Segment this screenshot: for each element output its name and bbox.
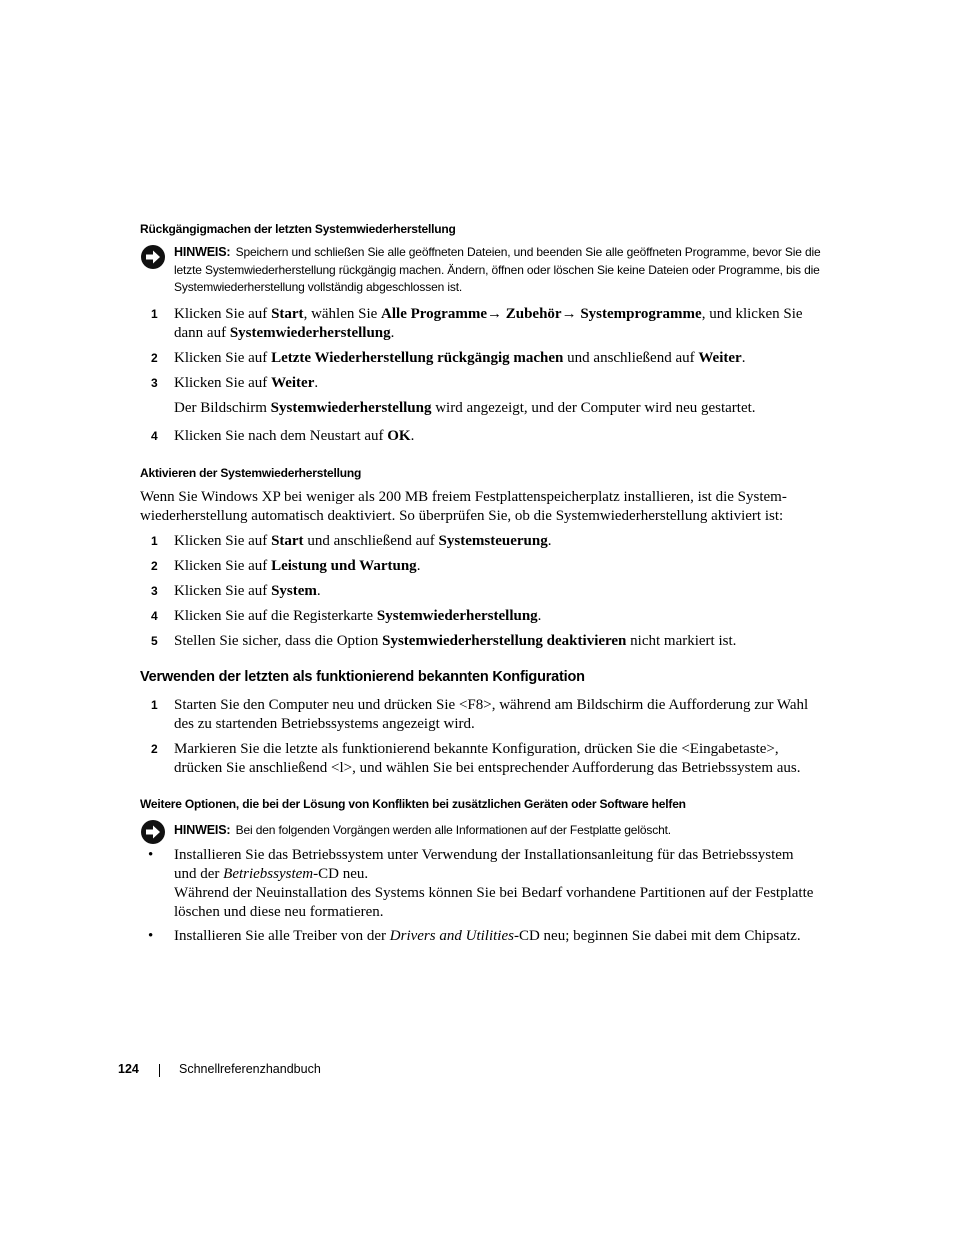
ui-term: Systemwiederherstellung xyxy=(376,608,538,624)
italic-term: Drivers and Utilities xyxy=(389,928,514,944)
step-number: 3 xyxy=(151,584,158,598)
ui-term: Systemwiederherstellung deaktivieren xyxy=(382,633,627,649)
ui-term: System xyxy=(271,583,317,599)
step-text: Klicken Sie auf Leistung und Wartung. xyxy=(174,558,421,574)
page-number: 124 xyxy=(118,1062,139,1076)
notice-body: Bei den folgenden Vorgängen werden alle Informationen auf der Festplatte gelöscht. xyxy=(235,823,671,837)
footer-title: Schnellreferenzhandbuch xyxy=(179,1062,321,1076)
step-number: 5 xyxy=(151,634,158,648)
step-text: Klicken Sie auf System. xyxy=(174,583,321,599)
activate-intro: Wenn Sie Windows XP bei weniger als 200 MB freiem Festplattenspeicherplatz installieren, ist die System-wiederherstellung automatisch deaktiviert. So überprüfen Sie, ob die Systemwiederherstellung aktiviert ist: xyxy=(140,489,787,524)
step-text: Klicken Sie auf Weiter. xyxy=(174,375,319,391)
notice-label: HINWEIS: xyxy=(174,245,231,259)
step-number: 2 xyxy=(151,742,158,756)
notice-arrow-icon xyxy=(140,819,166,845)
ui-term: Alle Programme xyxy=(381,306,487,322)
step-subtext: Der Bildschirm Systemwiederherstellung wird angezeigt, und der Computer wird neu gestartet. xyxy=(174,400,756,416)
step-text: Markieren Sie die letzte als funktionierend bekannte Konfiguration, drücken Sie die <Eingabetaste>, drücken Sie anschließend <l>, und wählen Sie bei entsprechender Aufforderung das Betriebssystem aus. xyxy=(174,741,801,776)
ui-term: Weiter xyxy=(698,350,742,366)
notice-text-options xyxy=(174,822,824,840)
italic-term: Betriebssystem xyxy=(223,866,314,882)
ui-term: Leistung und Wartung xyxy=(271,558,417,574)
step-text: Stellen Sie sicher, dass die Option Systemwiederherstellung deaktivieren nicht markiert ist. xyxy=(174,633,737,649)
ui-term: Systemwiederherstellung xyxy=(270,400,432,416)
notice-arrow-icon xyxy=(140,244,166,270)
step-number: 2 xyxy=(151,559,158,573)
bullet-extra: Während der Neuinstallation des Systems können Sie bei Bedarf vorhandene Partitionen auf der Festplatte löschen und diese neu formatieren. xyxy=(174,885,814,920)
footer-separator xyxy=(159,1064,160,1077)
heading-undo-restore: Rückgängigmachen der letzten Systemwiederherstellung xyxy=(140,222,456,236)
heading-activate-restore: Aktivieren der Systemwiederherstellung xyxy=(140,466,362,480)
notice-text-undo xyxy=(174,244,824,297)
notice-box-options xyxy=(140,819,820,847)
ui-term: Start xyxy=(271,306,304,322)
step-number: 2 xyxy=(151,351,158,365)
step-text: Klicken Sie auf Start und anschließend auf Systemsteuerung. xyxy=(174,533,552,549)
ui-term: Systemwiederherstellung xyxy=(229,325,391,341)
ui-term: Letzte Wiederherstellung rückgängig machen xyxy=(271,350,564,366)
notice-body: Speichern und schließen Sie alle geöffneten Dateien, und beenden Sie alle geöffneten Programme, bevor Sie die letzte Systemwiederherstellung rückgängig machen. Ändern, öffnen oder löschen Sie keine Dateien oder Programme, bis die Systemwiederherstellung vollständig abgeschlossen ist. xyxy=(174,245,821,294)
ui-term: Start xyxy=(271,533,304,549)
ui-term: Zubehör xyxy=(505,306,562,322)
bullet-text: Installieren Sie alle Treiber von der Drivers and Utilities-CD neu; beginnen Sie dabei mit dem Chipsatz. xyxy=(174,928,801,944)
ui-term: OK xyxy=(387,428,411,444)
notice-box-undo xyxy=(140,244,820,300)
notice-label: HINWEIS: xyxy=(174,823,231,837)
heading-further-options: Weitere Optionen, die bei der Lösung von Konflikten bei zusätzlichen Geräten oder Software helfen xyxy=(140,797,686,811)
step-number: 1 xyxy=(151,534,158,548)
step-text: Starten Sie den Computer neu und drücken Sie <F8>, während am Bildschirm die Aufforderung zur Wahl des zu startenden Betriebssystems angezeigt wird. xyxy=(174,697,809,732)
step-number: 4 xyxy=(151,429,158,443)
heading-last-known-good: Verwenden der letzten als funktionierend bekannten Konfiguration xyxy=(140,669,585,685)
step-text: Klicken Sie nach dem Neustart auf OK. xyxy=(174,428,415,444)
step-text: Klicken Sie auf Letzte Wiederherstellung rückgängig machen und anschließend auf Weiter. xyxy=(174,350,746,366)
ui-term: Systemprogramme xyxy=(580,306,702,322)
step-number: 4 xyxy=(151,609,158,623)
bullet-symbol: • xyxy=(148,928,154,944)
bullet-symbol: • xyxy=(148,847,154,863)
ui-term: Weiter xyxy=(271,375,315,391)
step-number: 3 xyxy=(151,376,158,390)
step-text: Klicken Sie auf die Registerkarte Systemwiederherstellung. xyxy=(174,608,542,624)
bullet-text: Installieren Sie das Betriebssystem unter Verwendung der Installationsanleitung für das Betriebssystem und der Betriebssystem-CD neu. Während der Neuinstallation des Systems können Sie bei Bedarf vorhandene Partitionen auf der Festplatte löschen und diese neu formatieren. xyxy=(174,847,814,920)
step-number: 1 xyxy=(151,307,158,321)
step-number: 1 xyxy=(151,698,158,712)
step-text: Klicken Sie auf Start, wählen Sie Alle Programme→ Zubehör→ Systemprogramme, und klicken Sie dann auf Systemwiederherstellung. xyxy=(174,306,803,341)
ui-term: Systemsteuerung xyxy=(438,533,548,549)
